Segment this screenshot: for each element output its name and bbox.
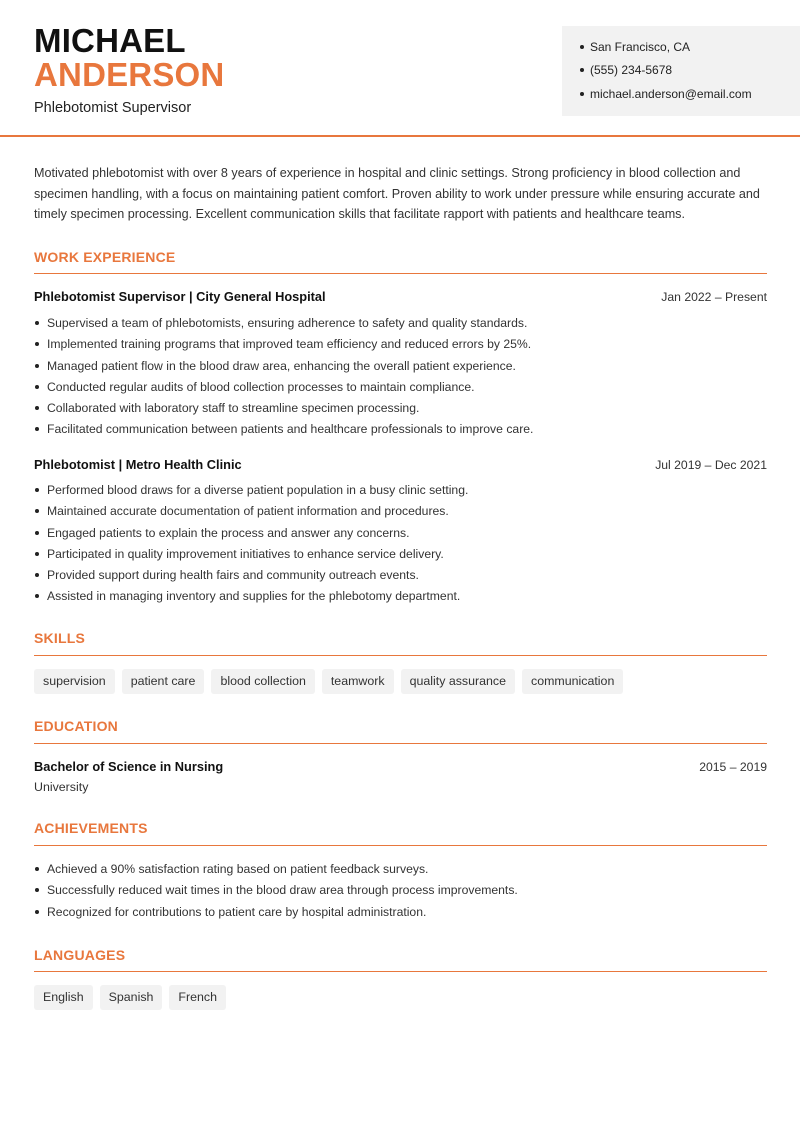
list-item: Implemented training programs that improved team efficiency and reduced errors by 25%. (34, 336, 769, 357)
section-divider (34, 845, 767, 846)
job-title-company: Phlebotomist | Metro Health Clinic (34, 457, 242, 472)
bullet-icon (580, 45, 584, 49)
email-text: michael.anderson@email.com (590, 87, 752, 101)
last-name: ANDERSON (34, 56, 225, 93)
language-tag: Spanish (100, 985, 163, 1010)
degree-title: Bachelor of Science in Nursing (34, 759, 224, 774)
job-bullet-list (34, 482, 769, 610)
list-item: Conducted regular audits of blood collection processes to maintain compliance. (34, 379, 769, 400)
languages-list (34, 985, 226, 1010)
job-bullet-list (34, 315, 769, 443)
education-dates: 2015 – 2019 (699, 760, 767, 774)
summary-paragraph: Motivated phlebotomist with over 8 years of experience in hospital and clinic settings. Strong proficiency in blood collection and specimen handling, with a focus on maintaining patient comfort. Proven ability to work under pressure while ensuring accurate and timely specimen processing. Excellent communication skills that facilitate rapport with patients and healthcare teams. (34, 166, 760, 221)
education-entry-header (34, 758, 767, 776)
work-experience-heading: WORK EXPERIENCE (34, 249, 176, 265)
achievements-list (34, 861, 769, 925)
list-item: Achieved a 90% satisfaction rating based on patient feedback surveys. (34, 861, 769, 882)
contact-phone (580, 62, 672, 78)
list-item: Engaged patients to explain the process and answer any concerns. (34, 525, 769, 546)
skill-tag: patient care (122, 669, 205, 694)
list-item: Assisted in managing inventory and supplies for the phlebotomy department. (34, 588, 769, 609)
skills-heading: SKILLS (34, 630, 85, 646)
contact-email (580, 86, 752, 102)
bullet-icon (580, 92, 584, 96)
list-item: Successfully reduced wait times in the blood draw area through process improvements. (34, 882, 769, 903)
first-name: MICHAEL (34, 22, 186, 59)
skill-tag: blood collection (211, 669, 314, 694)
section-divider (34, 971, 767, 972)
skill-tag: communication (522, 669, 623, 694)
list-item: Performed blood draws for a diverse patient population in a busy clinic setting. (34, 482, 769, 503)
list-item: Facilitated communication between patients and healthcare professionals to improve care. (34, 421, 769, 442)
location-text: San Francisco, CA (590, 40, 691, 54)
skill-tag: supervision (34, 669, 115, 694)
skill-tag: quality assurance (401, 669, 515, 694)
contact-box (562, 26, 800, 116)
phone-text: (555) 234-5678 (590, 63, 673, 77)
job-dates: Jul 2019 – Dec 2021 (655, 458, 767, 472)
skill-tag: teamwork (322, 669, 394, 694)
list-item: Participated in quality improvement initiatives to enhance service delivery. (34, 546, 769, 567)
language-tag: English (34, 985, 93, 1010)
school-name: University (34, 780, 89, 794)
section-divider (34, 273, 767, 274)
resume-header (0, 0, 800, 137)
job-title-company: Phlebotomist Supervisor | City General Hospital (34, 289, 326, 304)
list-item: Collaborated with laboratory staff to streamline specimen processing. (34, 400, 769, 421)
list-item: Maintained accurate documentation of patient information and procedures. (34, 503, 769, 524)
contact-location (580, 39, 690, 55)
job-title: Phlebotomist Supervisor (34, 100, 192, 116)
languages-heading: LANGUAGES (34, 947, 126, 963)
list-item: Managed patient flow in the blood draw area, enhancing the overall patient experience. (34, 358, 769, 379)
list-item: Supervised a team of phlebotomists, ensuring adherence to safety and quality standards. (34, 315, 769, 336)
bullet-icon (580, 68, 584, 72)
skills-list (34, 669, 623, 694)
list-item: Recognized for contributions to patient care by hospital administration. (34, 904, 769, 925)
achievements-heading: ACHIEVEMENTS (34, 820, 148, 836)
job-dates: Jan 2022 – Present (661, 290, 767, 304)
section-divider (34, 655, 767, 656)
section-divider (34, 743, 767, 744)
job-entry-header (34, 288, 767, 306)
education-heading: EDUCATION (34, 718, 118, 734)
job-entry-header (34, 456, 767, 474)
list-item: Provided support during health fairs and community outreach events. (34, 567, 769, 588)
language-tag: French (169, 985, 226, 1010)
